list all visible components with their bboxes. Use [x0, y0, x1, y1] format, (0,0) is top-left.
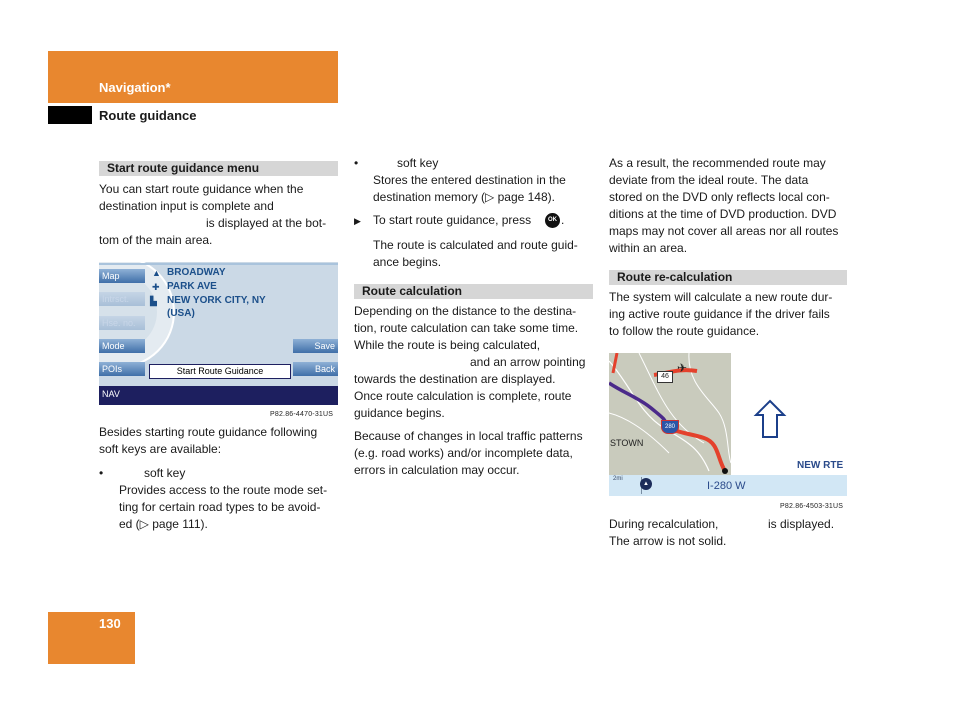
text-line: deviate from the ideal route. The data: [609, 173, 809, 187]
text-line: stored on the DVD only reflects local con-: [609, 190, 830, 204]
softkeys-paragraph: [99, 424, 339, 458]
map-scale-label: 2mi: [613, 476, 623, 482]
city-icon: ▙: [150, 296, 157, 306]
address-line-4: (USA): [167, 308, 195, 319]
text-line: errors in calculation may occur.: [354, 463, 520, 477]
text-line: Provides access to the route mode set-: [119, 483, 328, 497]
nav-screen-start-route: [99, 262, 338, 405]
address-line-1: BROADWAY: [167, 267, 226, 278]
text-line: The route is calculated and route guid-: [373, 238, 578, 252]
page-number-box: [48, 612, 135, 664]
cross-street-icon: ✚: [152, 282, 160, 292]
instruction-step: [354, 212, 594, 230]
current-street-label: I-280 W: [707, 480, 746, 492]
bullet-head: soft key: [144, 466, 186, 480]
text-line: tom of the main area.: [99, 233, 213, 247]
route-calculation-paragraph: [354, 303, 594, 422]
text-fragment: is displayed.: [768, 517, 835, 531]
section-route-recalculation: [609, 270, 847, 285]
highway-shield-46: 46: [657, 371, 673, 383]
airport-icon: ✈: [677, 361, 688, 375]
section-title: Route calculation: [362, 284, 463, 298]
during-recalculation-paragraph: [609, 516, 849, 550]
intro-paragraph: [99, 181, 339, 249]
softkey-back[interactable]: Back: [293, 362, 338, 376]
header-title: Navigation*: [99, 80, 171, 95]
page-number: 130: [99, 616, 121, 631]
start-route-guidance-button[interactable]: Start Route Guidance: [149, 364, 291, 379]
compass-graphic: [99, 262, 338, 405]
text-line: ditions at the time of DVD production. DVD: [609, 207, 837, 221]
text-line: Besides starting route guidance following: [99, 425, 318, 439]
text-fragment: During recalculation,: [609, 517, 719, 531]
step-text: To start route guidance, press: [373, 213, 532, 227]
text-line: towards the destination are displayed.: [354, 372, 556, 386]
text-line: Because of changes in local traffic patterns: [354, 429, 583, 443]
text-line: tion, route calculation can take some time.: [354, 321, 579, 335]
step-result-paragraph: [373, 237, 595, 271]
bullet-marker: •: [99, 466, 104, 480]
text-line: to follow the route guidance.: [609, 324, 760, 338]
section-start-route-guidance-menu: [99, 161, 338, 176]
section-title: Route re-calculation: [617, 270, 733, 284]
compass-icon: ▲: [640, 478, 652, 490]
text-line: maps may not cover all areas nor all routes: [609, 224, 839, 238]
text-line: is displayed at the bot-: [206, 216, 327, 230]
text-line: and an arrow pointing: [470, 355, 586, 369]
traffic-paragraph: [354, 428, 594, 479]
text-line: Once route calculation is complete, route: [354, 389, 572, 403]
softkey-intersection[interactable]: Intrsct.: [99, 292, 145, 306]
softkey-save[interactable]: Save: [293, 339, 338, 353]
step-arrow-icon: ▶: [354, 216, 361, 226]
figure-caption: P82.86-4503-31US: [780, 503, 844, 510]
softkey-mode[interactable]: Mode: [99, 339, 145, 353]
figure-caption: P82.86-4470-31US: [270, 411, 334, 418]
map-place-label: STOWN: [610, 438, 644, 448]
header-bar: [48, 51, 338, 103]
text-line: ance begins.: [373, 255, 442, 269]
text-line: ed (▷ page 111).: [119, 517, 208, 531]
text-line: You can start route guidance when the: [99, 182, 304, 196]
softkey-map[interactable]: Map: [99, 269, 145, 283]
text-line: destination memory (▷ page 148).: [373, 190, 555, 204]
text-line: [609, 516, 849, 533]
text-line: within an area.: [609, 241, 688, 255]
text-line: As a result, the recommended route may: [609, 156, 826, 170]
route-map: [609, 353, 847, 496]
header-subtitle: Route guidance: [99, 108, 197, 123]
section-route-calculation: [354, 284, 593, 299]
route-deviation-paragraph: [609, 155, 849, 257]
softkey-house-number[interactable]: Hse. no.: [99, 316, 145, 330]
new-route-label: NEW RTE: [797, 460, 844, 471]
bullet-list-item: [354, 155, 594, 206]
address-line-2: PARK AVE: [167, 281, 217, 292]
text-line: Stores the entered destination in the: [373, 173, 566, 187]
header-black-tab: [48, 106, 92, 124]
softkey-pois[interactable]: POIs: [99, 362, 145, 376]
bullet-head: soft key: [397, 156, 439, 170]
text-line: destination input is complete and: [99, 199, 274, 213]
text-line: soft keys are available:: [99, 442, 222, 456]
text-line: While the route is being calculated,: [354, 338, 541, 352]
nav-screen-recalculation-map: [609, 353, 847, 496]
bullet-list-item: [99, 465, 339, 533]
status-bar-label: NAV: [102, 389, 120, 399]
text-line: Depending on the distance to the destina-: [354, 304, 577, 318]
ok-button-icon: OK: [545, 213, 560, 228]
text-line: The arrow is not solid.: [609, 534, 727, 548]
text-line: ing active route guidance if the driver fails: [609, 307, 830, 321]
interstate-shield-280: 280: [661, 420, 679, 434]
text-line: (e.g. road works) and/or incomplete data,: [354, 446, 573, 460]
text-line: guidance begins.: [354, 406, 445, 420]
bullet-marker: •: [354, 156, 359, 170]
section-title: Start route guidance menu: [107, 161, 260, 175]
address-line-3: NEW YORK CITY, NY: [167, 295, 266, 306]
street-icon: ▲: [152, 268, 161, 278]
text-line: The system will calculate a new route dur-: [609, 290, 833, 304]
text-line: ting for certain road types to be avoid-: [119, 500, 321, 514]
sentence-period: .: [561, 213, 565, 227]
recalculation-paragraph: [609, 289, 849, 340]
